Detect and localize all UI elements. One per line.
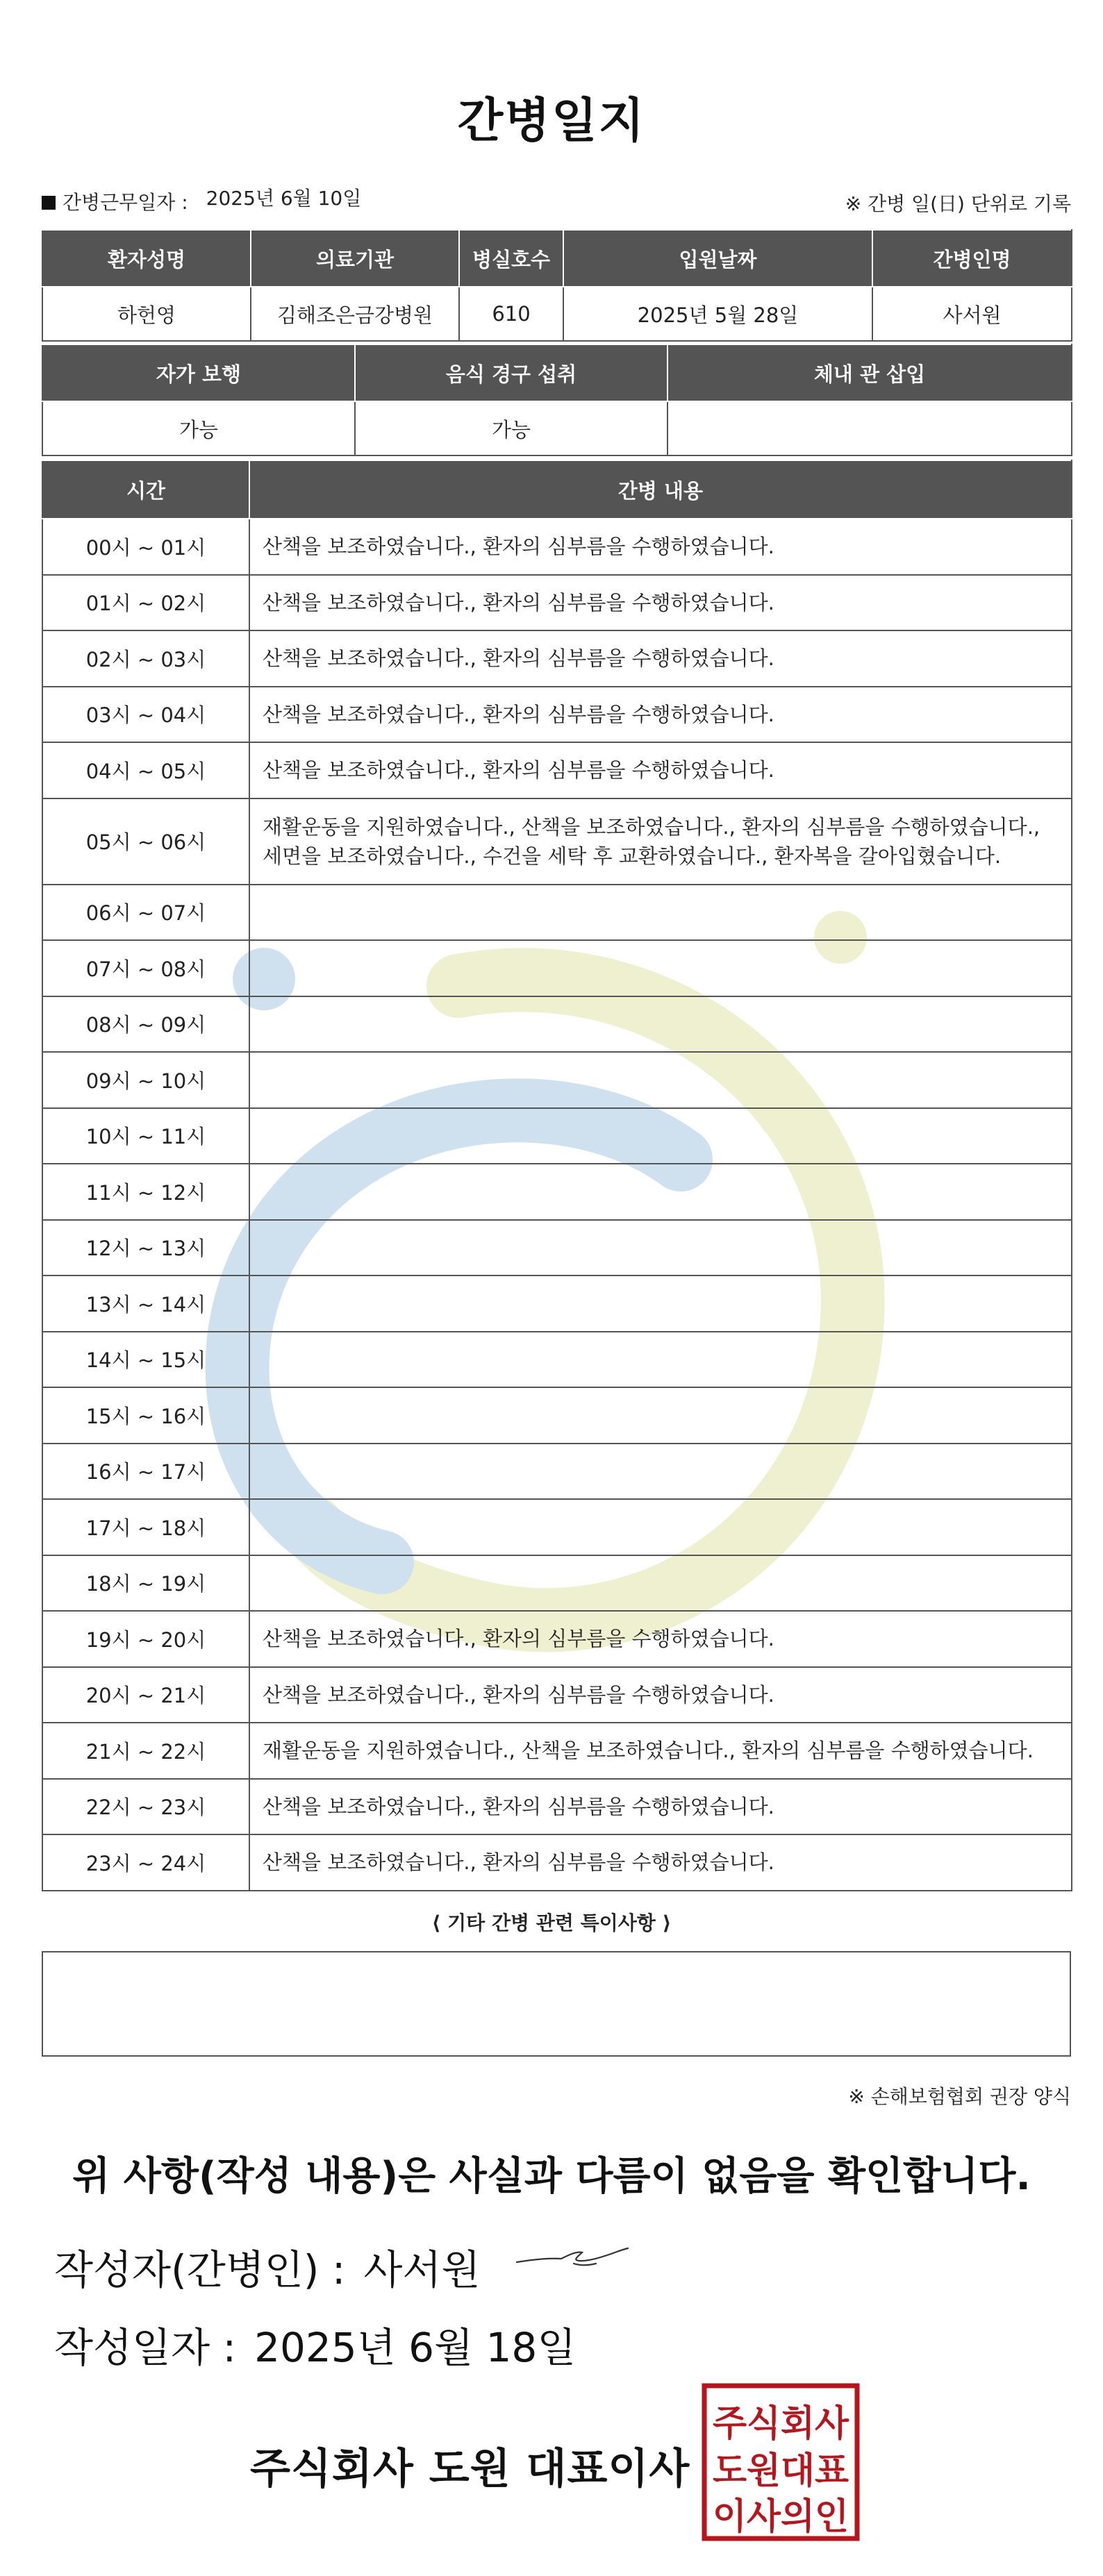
time-cell: 03시 ~ 04시 <box>42 687 249 743</box>
table-row <box>42 1052 1072 1108</box>
content-cell: 산책을 보조하였습니다., 환자의 심부름을 수행하였습니다. <box>249 1667 1072 1723</box>
table-row <box>42 1276 1072 1332</box>
table-row <box>42 687 1072 743</box>
oral-intake-value: 가능 <box>355 401 667 455</box>
content-cell <box>249 1052 1072 1108</box>
written-date-value: 2025년 6월 18일 <box>254 2324 577 2371</box>
work-date-label: 간병근무일자 : <box>63 191 188 214</box>
time-cell: 11시 ~ 12시 <box>42 1164 249 1220</box>
header-caregiver-name: 간병인명 <box>872 230 1072 287</box>
tube-insertion-value <box>667 401 1072 455</box>
content-cell: 산책을 보조하였습니다., 환자의 심부름을 수행하였습니다. <box>249 1779 1072 1835</box>
time-cell: 12시 ~ 13시 <box>42 1220 249 1276</box>
status-value-row <box>42 401 1072 455</box>
content-cell: 산책을 보조하였습니다., 환자의 심부름을 수행하였습니다. <box>249 630 1072 687</box>
time-cell: 17시 ~ 18시 <box>42 1499 249 1555</box>
time-cell: 21시 ~ 22시 <box>42 1723 249 1779</box>
header-time: 시간 <box>42 460 249 519</box>
source-note: ※ 손해보험협회 권장 양식 <box>848 2085 1071 2108</box>
admission-date: 2025년 5월 28일 <box>563 287 872 341</box>
written-date-line <box>54 2315 576 2373</box>
patient-value-row <box>42 287 1072 341</box>
content-cell: 산책을 보조하였습니다., 환자의 심부름을 수행하였습니다. <box>249 742 1072 798</box>
time-cell: 06시 ~ 07시 <box>42 885 249 941</box>
table-row <box>42 996 1072 1053</box>
hospital-name: 김해조은금강병원 <box>251 287 459 341</box>
content-cell: 산책을 보조하였습니다., 환자의 심부름을 수행하였습니다. <box>249 1834 1072 1891</box>
content-cell <box>249 885 1072 941</box>
company-seal-stamp <box>700 2382 861 2543</box>
time-cell: 10시 ~ 11시 <box>42 1108 249 1164</box>
content-cell <box>249 1499 1072 1555</box>
table-row <box>42 575 1072 631</box>
table-row <box>42 1332 1072 1388</box>
content-cell <box>249 1164 1072 1220</box>
writer-label: 작성자(간병인) : <box>54 2246 346 2293</box>
seal-line-1: 주식회사 <box>713 2403 849 2445</box>
patient-name: 하헌영 <box>42 287 251 341</box>
content-cell: 산책을 보조하였습니다., 환자의 심부름을 수행하였습니다. <box>249 1611 1072 1667</box>
table-row <box>42 1499 1072 1555</box>
content-cell <box>249 1444 1072 1500</box>
time-cell: 00시 ~ 01시 <box>42 519 249 575</box>
table-row <box>42 742 1072 798</box>
time-cell: 08시 ~ 09시 <box>42 996 249 1053</box>
header-room-number: 병실호수 <box>459 230 563 287</box>
content-cell: 산책을 보조하였습니다., 환자의 심부름을 수행하였습니다. <box>249 519 1072 575</box>
time-cell: 19시 ~ 20시 <box>42 1611 249 1667</box>
status-header-row <box>42 344 1072 401</box>
writer-name: 사서원 <box>363 2246 481 2293</box>
document-title: 간병일지 <box>457 94 646 149</box>
special-notes-box <box>42 1951 1071 2057</box>
content-cell: 재활운동을 지원하였습니다., 산책을 보조하였습니다., 환자의 심부름을 수행하였습니다. <box>249 1723 1072 1779</box>
time-cell: 15시 ~ 16시 <box>42 1387 249 1444</box>
content-cell <box>249 1555 1072 1612</box>
header-admission-date: 입원날짜 <box>563 230 872 287</box>
time-cell: 14시 ~ 15시 <box>42 1332 249 1388</box>
header-self-walking: 자가 보행 <box>42 344 355 401</box>
special-notes-title: ⟨ 기타 간병 관련 특이사항 ⟩ <box>431 1912 672 1934</box>
time-cell: 16시 ~ 17시 <box>42 1444 249 1500</box>
time-cell: 20시 ~ 21시 <box>42 1667 249 1723</box>
patient-status-table <box>42 344 1072 456</box>
time-cell: 13시 ~ 14시 <box>42 1276 249 1332</box>
content-cell <box>249 1108 1072 1164</box>
writer-line <box>54 2237 481 2295</box>
time-cell: 09시 ~ 10시 <box>42 1052 249 1108</box>
content-cell: 재활운동을 지원하였습니다., 산책을 보조하였습니다., 환자의 심부름을 수행하였습니다., 세면을 보조하였습니다., 수건을 세탁 후 교환하였습니다., 환자복을 갈아입혔습니다. <box>249 798 1072 885</box>
work-date-value: 2025년 6월 10일 <box>206 187 362 210</box>
work-date-line <box>42 187 361 215</box>
handwritten-signature <box>513 2236 631 2277</box>
time-cell: 22시 ~ 23시 <box>42 1779 249 1835</box>
table-row <box>42 1108 1072 1164</box>
content-cell <box>249 1276 1072 1332</box>
table-row <box>42 885 1072 941</box>
content-cell <box>249 1220 1072 1276</box>
content-cell <box>249 1387 1072 1444</box>
log-header-row <box>42 460 1072 519</box>
time-cell: 05시 ~ 06시 <box>42 798 249 885</box>
room-number: 610 <box>459 287 563 341</box>
time-cell: 04시 ~ 05시 <box>42 742 249 798</box>
table-row <box>42 630 1072 687</box>
time-cell: 07시 ~ 08시 <box>42 940 249 996</box>
caregiver-name: 사서원 <box>872 287 1072 341</box>
time-cell: 23시 ~ 24시 <box>42 1834 249 1891</box>
table-row <box>42 1220 1072 1276</box>
confirmation-statement: 위 사항(작성 내용)은 사실과 다름이 없음을 확인합니다. <box>72 2154 1031 2199</box>
time-cell: 01시 ~ 02시 <box>42 575 249 631</box>
table-row <box>42 1555 1072 1612</box>
content-cell: 산책을 보조하였습니다., 환자의 심부름을 수행하였습니다. <box>249 575 1072 631</box>
company-representative: 주식회사 도원 대표이사 <box>250 2445 690 2493</box>
table-row <box>42 1834 1072 1891</box>
patient-info-table <box>42 229 1072 342</box>
written-date-label: 작성일자 : <box>54 2324 237 2371</box>
table-row <box>42 1723 1072 1779</box>
patient-header-row <box>42 230 1072 287</box>
time-cell: 18시 ~ 19시 <box>42 1555 249 1612</box>
content-cell <box>249 996 1072 1053</box>
table-row <box>42 940 1072 996</box>
table-row <box>42 798 1072 885</box>
table-row <box>42 1444 1072 1500</box>
seal-line-2: 도원대표 <box>713 2450 849 2492</box>
table-row <box>42 1779 1072 1835</box>
table-row <box>42 1164 1072 1220</box>
table-row <box>42 519 1072 575</box>
record-note: ※ 간병 일(日) 단위로 기록 <box>845 192 1071 215</box>
content-cell <box>249 940 1072 996</box>
time-cell: 02시 ~ 03시 <box>42 630 249 687</box>
content-cell: 산책을 보조하였습니다., 환자의 심부름을 수행하였습니다. <box>249 687 1072 743</box>
header-oral-intake: 음식 경구 섭취 <box>355 344 667 401</box>
header-hospital: 의료기관 <box>251 230 459 287</box>
self-walking-value: 가능 <box>42 401 355 455</box>
header-care-content: 간병 내용 <box>249 460 1072 519</box>
seal-line-3: 이사의인 <box>713 2496 849 2538</box>
table-row <box>42 1667 1072 1723</box>
header-patient-name: 환자성명 <box>42 230 251 287</box>
square-bullet-icon <box>42 196 56 210</box>
meta-row <box>42 182 1071 217</box>
table-row <box>42 1611 1072 1667</box>
table-row <box>42 1387 1072 1444</box>
content-cell <box>249 1332 1072 1388</box>
header-tube-insertion: 체내 관 삽입 <box>667 344 1072 401</box>
hourly-care-log-table <box>42 460 1072 1891</box>
